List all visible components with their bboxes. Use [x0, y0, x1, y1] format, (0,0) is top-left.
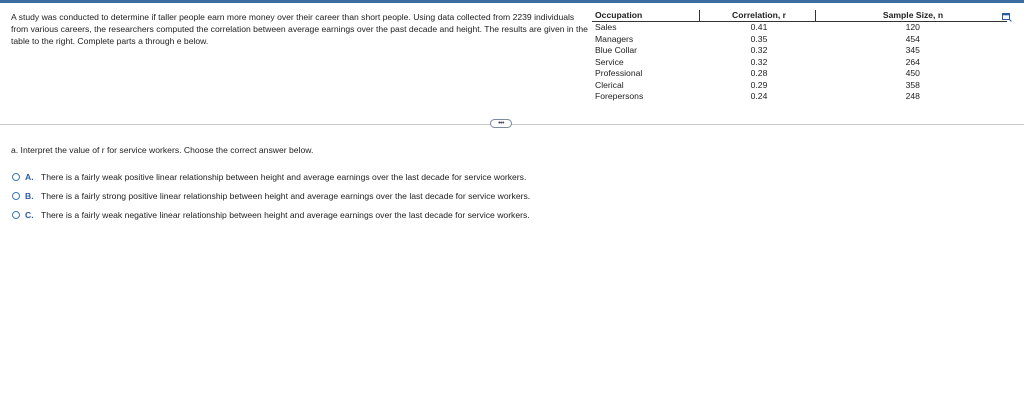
- cell-sample-size: 450: [905, 68, 920, 78]
- option-text: There is a fairly weak positive linear relationship between height and average earnings over the last decade for service workers.: [41, 171, 527, 182]
- cell-sample-size: 358: [905, 79, 920, 90]
- cell-sample-size: 120: [905, 22, 920, 32]
- section-divider: [0, 124, 1024, 125]
- option-letter: A.: [25, 171, 34, 182]
- cell-correlation: 0.32: [750, 45, 768, 55]
- cell-sample-size: 264: [905, 56, 920, 67]
- cell-correlation: 0.32: [750, 56, 768, 67]
- cell-correlation: 0.29: [750, 79, 768, 90]
- table-row: [592, 68, 1007, 80]
- occupation-data-table: [592, 10, 1007, 103]
- expand-more-button[interactable]: •••: [490, 119, 512, 128]
- question-prompt: a. Interpret the value of r for service workers. Choose the correct answer below.: [11, 145, 314, 155]
- table-row: [592, 34, 1007, 46]
- option-text: There is a fairly strong positive linear relationship between height and average earnings over the last decade for service workers.: [41, 190, 531, 201]
- top-accent-bar: [0, 0, 1024, 3]
- cell-correlation: 0.35: [750, 33, 768, 44]
- radio-button-c[interactable]: [12, 211, 20, 219]
- cell-correlation: 0.28: [750, 68, 768, 78]
- problem-intro-text: A study was conducted to determine if taller people earn more money over their career than short people. Using data collected from 2239 individuals from various careers, the researchers computed the correlation between average earnings over the past decade and height. The results are given in the table to the right. Complete parts a through e below.: [11, 12, 588, 46]
- header-sample-size: Sample Size, n: [816, 10, 1008, 22]
- cell-occupation: Blue Collar: [595, 45, 638, 55]
- radio-button-b[interactable]: [12, 192, 20, 200]
- cell-occupation: Professional: [595, 68, 643, 78]
- cell-correlation: 0.41: [750, 22, 768, 32]
- option-letter: C.: [25, 209, 34, 220]
- table-row: [592, 45, 1007, 57]
- cell-occupation: Sales: [595, 22, 617, 32]
- table-row: [592, 57, 1007, 69]
- header-occupation: Occupation: [592, 10, 700, 22]
- table-row: [592, 80, 1007, 92]
- table-row: [592, 91, 1007, 103]
- option-b[interactable]: [12, 186, 530, 205]
- option-letter: B.: [25, 190, 34, 201]
- cell-occupation: Managers: [595, 33, 634, 44]
- cell-occupation: Clerical: [595, 79, 624, 90]
- radio-button-a[interactable]: [12, 173, 20, 181]
- copy-table-icon[interactable]: [1002, 13, 1012, 22]
- option-c[interactable]: [12, 205, 530, 224]
- cell-sample-size: 248: [905, 91, 920, 101]
- header-correlation: Correlation, r: [700, 10, 816, 22]
- table-header-row: [592, 10, 1007, 22]
- cell-sample-size: 454: [905, 33, 920, 44]
- option-text: There is a fairly weak negative linear relationship between height and average earnings over the last decade for service workers.: [41, 209, 530, 220]
- answer-options: [12, 167, 530, 224]
- cell-sample-size: 345: [905, 45, 920, 55]
- cell-correlation: 0.24: [750, 91, 768, 101]
- cell-occupation: Service: [595, 56, 624, 67]
- table-row: [592, 22, 1007, 34]
- option-a[interactable]: [12, 167, 530, 186]
- cell-occupation: Forepersons: [595, 91, 644, 101]
